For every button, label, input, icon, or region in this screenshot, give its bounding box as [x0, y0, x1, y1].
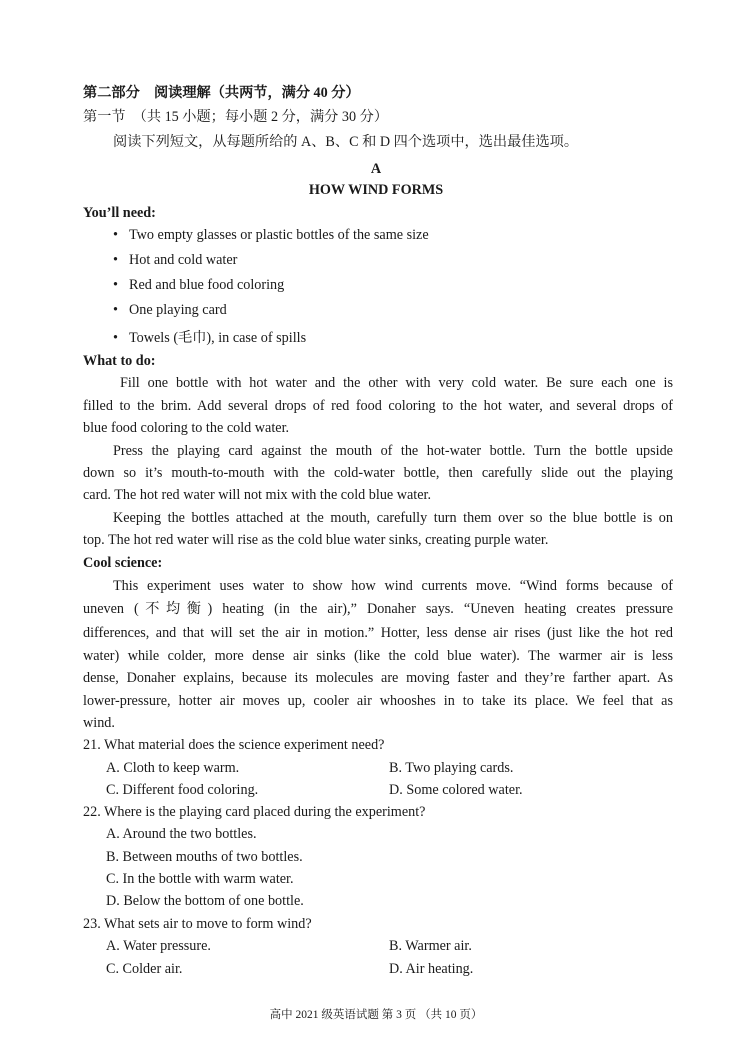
paragraph-line: water) while colder, more dense air sinks (like the cold blue water). The warmer air is less: [83, 648, 673, 664]
part-title: 第二部分 阅读理解（共两节，满分 40 分）: [83, 85, 360, 101]
paragraph-line: uneven (不均衡) heating (in the air),” Donaher says. “Uneven heating creates pressure: [83, 601, 673, 617]
question-23-stem: 23. What sets air to move to form wind?: [83, 916, 312, 932]
paragraph-line: Press the playing card against the mouth of the hot-water bottle. Turn the bottle upside: [113, 443, 673, 459]
question-23-option-a[interactable]: A. Water pressure.: [106, 938, 211, 954]
passage-title: HOW WIND FORMS: [308, 182, 444, 198]
paragraph-line: differences, and that will set the air in motion.” Hotter, less dense air rises (just like the hot red: [83, 625, 673, 641]
question-22-option-a[interactable]: A. Around the two bottles.: [106, 826, 257, 842]
paragraph-line: lower-pressure, hotter air moves up, cooler air whooshes in to take its place. We feel that as: [83, 693, 673, 709]
bullet-icon: •: [113, 277, 118, 293]
question-23-option-c[interactable]: C. Colder air.: [106, 961, 183, 977]
paragraph-line: dense, Donaher explains, because its molecules are moving faster and they’re farther apart. As: [83, 670, 673, 686]
science-heading: Cool science:: [83, 555, 163, 571]
need-item: • One playing card: [113, 302, 227, 318]
need-heading: You’ll need:: [83, 205, 156, 221]
page-footer: 高中 2021 级英语试题 第 3 页 （共 10 页）: [269, 1009, 483, 1021]
question-22-option-d[interactable]: D. Below the bottom of one bottle.: [106, 893, 304, 909]
question-23-option-d[interactable]: D. Air heating.: [389, 961, 474, 977]
bullet-icon: •: [113, 330, 118, 346]
paragraph-line: Keeping the bottles attached at the mouth, carefully turn them over so the blue bottle is on: [113, 510, 673, 526]
question-22-option-c[interactable]: C. In the bottle with warm water.: [106, 871, 294, 887]
need-item: • Red and blue food coloring: [113, 277, 285, 293]
paragraph-line: blue food coloring to the cold water.: [83, 420, 290, 436]
sub-title: 第一节 （共 15 小题；每小题 2 分，满分 30 分）: [83, 109, 389, 125]
paragraph-line: filled to the brim. Add several drops of red food coloring to the hot water, and several drops of: [83, 398, 673, 414]
paragraph-line: card. The hot red water will not mix with the cold blue water.: [83, 487, 432, 503]
question-21-option-b[interactable]: B. Two playing cards.: [389, 760, 514, 776]
todo-heading: What to do:: [83, 353, 156, 369]
bullet-icon: •: [113, 252, 118, 268]
question-21-option-a[interactable]: A. Cloth to keep warm.: [106, 760, 240, 776]
need-item: • Hot and cold water: [113, 252, 238, 268]
question-22-stem: 22. Where is the playing card placed during the experiment?: [83, 804, 426, 820]
paragraph-line: Fill one bottle with hot water and the other with very cold water. Be sure each one is: [120, 375, 673, 391]
paragraph-line: down so it’s mouth-to-mouth with the cold-water bottle, then carefully slide out the playing: [83, 465, 673, 481]
passage-letter: A: [370, 161, 382, 177]
need-item: • Towels (毛巾), in case of spills: [113, 330, 307, 346]
paragraph-line: This experiment uses water to show how wind currents move. “Wind forms because of: [113, 578, 673, 594]
paragraph-line: top. The hot red water will rise as the cold blue water sinks, creating purple water.: [83, 532, 549, 548]
question-21-stem: 21. What material does the science experiment need?: [83, 737, 385, 753]
question-23-option-b[interactable]: B. Warmer air.: [389, 938, 472, 954]
question-21-option-d[interactable]: D. Some colored water.: [389, 782, 523, 798]
bullet-icon: •: [113, 227, 118, 243]
need-item: • Two empty glasses or plastic bottles of the same size: [113, 227, 429, 243]
question-21-option-c[interactable]: C. Different food coloring.: [106, 782, 259, 798]
question-22-option-b[interactable]: B. Between mouths of two bottles.: [106, 849, 303, 865]
instruction: 阅读下列短文，从每题所给的 A、B、C 和 D 四个选项中，选出最佳选项。: [113, 134, 579, 150]
bullet-icon: •: [113, 302, 118, 318]
paragraph-line: wind.: [83, 715, 115, 731]
